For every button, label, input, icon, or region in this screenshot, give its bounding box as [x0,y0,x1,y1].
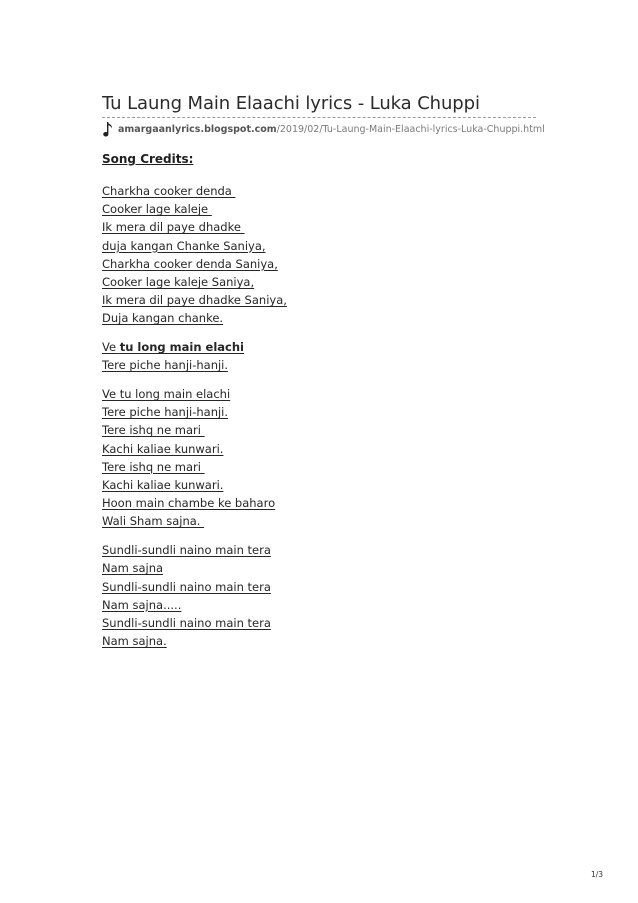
lyric-line: Tere ishq ne mari [102,423,205,438]
stanza-4 [102,541,542,650]
stanza-2 [102,338,542,374]
lyric-line: Ik mera dil paye dhadke Saniya, [102,293,287,308]
lyrics-body [102,150,542,661]
lyric-line: Sundli-sundli naino main tera [102,615,271,630]
lyric-line: Nam sajna..... [102,597,182,612]
lyric-line: Tere ishq ne mari [102,459,205,474]
lyric-line: Tere piche hanji-hanji. [102,358,229,373]
lyric-line: Nam sajna [102,561,164,576]
lyric-line: Hoon main chambe ke baharo [102,496,276,511]
lyric-line: Kachi kaliae kunwari. [102,478,224,493]
lyric-line: Sundli-sundli naino main tera [102,579,271,594]
stanza-3 [102,385,542,531]
lyric-line: Tere piche hanji-hanji. [102,405,229,420]
lyric-line: Ve tu long main elachi [102,340,244,355]
song-credits-heading: Song Credits: [102,152,194,166]
lyric-line: Charkha cooker denda Saniya, [102,256,278,271]
music-note-icon [102,121,114,137]
lyric-line: Nam sajna. [102,634,167,649]
title-divider [102,117,536,118]
lyric-line: Ve tu long main elachi [102,387,231,402]
lyric-line: Cooker lage kaleje Saniya, [102,275,255,290]
lyric-line: Duja kangan chanke. [102,311,224,326]
lyric-line: Sundli-sundli naino main tera [102,543,271,558]
lyric-line: Charkha cooker denda [102,184,236,198]
page-title: Tu Laung Main Elaachi lyrics - Luka Chuppi [102,93,480,114]
page-number: 1/3 [591,870,604,879]
lyric-line: Kachi kaliae kunwari. [102,441,224,456]
source-link[interactable] [102,121,545,137]
lyric-line: Wali Sham sajna. [102,514,205,529]
source-path[interactable]: /2019/02/Tu-Laung-Main-Elaachi-lyrics-Luka-Chuppi.html [276,123,545,135]
lyric-line: duja kangan Chanke Saniya, [102,238,266,253]
source-domain[interactable]: amargaanlyrics.blogspot.com [118,123,277,135]
lyric-line: Cooker lage kaleje [102,202,212,217]
lyric-line: Ik mera dil paye dhadke [102,220,245,235]
stanza-1 [102,182,542,328]
